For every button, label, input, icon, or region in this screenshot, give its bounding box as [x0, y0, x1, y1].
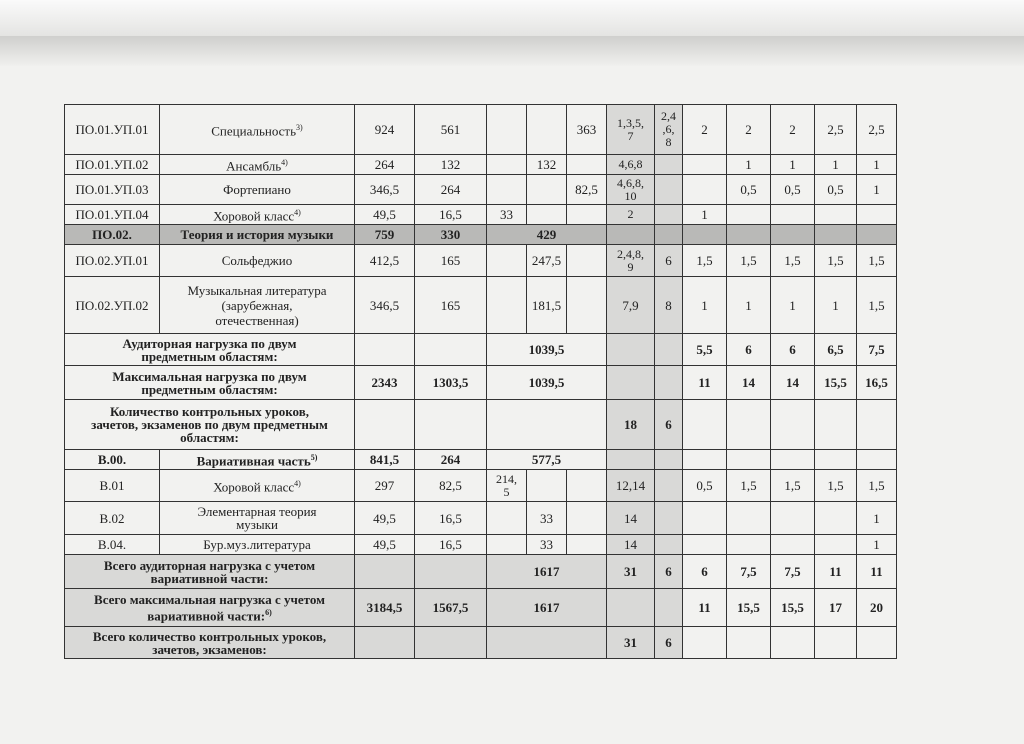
cell [567, 535, 607, 555]
summary-row [65, 400, 897, 450]
cell [771, 450, 815, 470]
cell [487, 155, 527, 175]
cell: 16,5 [415, 205, 487, 225]
cell [727, 535, 771, 555]
cell: 3184,5 [355, 589, 415, 627]
cell [815, 450, 857, 470]
cell [355, 400, 415, 450]
cell [607, 450, 655, 470]
cell: 2 [727, 105, 771, 155]
cell [815, 535, 857, 555]
cell: 2,4,8, 9 [607, 245, 655, 277]
cell [683, 502, 727, 535]
table-row [65, 277, 897, 334]
cell [857, 205, 897, 225]
cell: 1 [857, 502, 897, 535]
cell [655, 155, 683, 175]
cell [727, 225, 771, 245]
cell: 1 [815, 155, 857, 175]
cell [815, 400, 857, 450]
cell: 561 [415, 105, 487, 155]
cell: 1,5 [771, 470, 815, 502]
cell: 577,5 [487, 450, 607, 470]
cell: 16,5 [415, 535, 487, 555]
row-name: Хоровой класс$^{4)}$ [160, 470, 355, 502]
cell: 297 [355, 470, 415, 502]
cell [487, 400, 607, 450]
cell [815, 205, 857, 225]
row-code: В.00. [65, 450, 160, 470]
cell: 49,5 [355, 205, 415, 225]
row-code: ПО.01.УП.01 [65, 105, 160, 155]
cell: 16,5 [857, 366, 897, 400]
cell [487, 535, 527, 555]
cell: 412,5 [355, 245, 415, 277]
cell [655, 366, 683, 400]
cell: 82,5 [415, 470, 487, 502]
cell: 1,5 [727, 470, 771, 502]
cell: 1,5 [683, 245, 727, 277]
cell: 214, 5 [487, 470, 527, 502]
cell [487, 277, 527, 334]
cell: 6 [655, 627, 683, 659]
cell [683, 175, 727, 205]
cell: 1 [727, 155, 771, 175]
summary-row [65, 366, 897, 400]
cell [567, 277, 607, 334]
cell [607, 225, 655, 245]
table-row [65, 155, 897, 175]
cell [683, 400, 727, 450]
cell [727, 205, 771, 225]
row-name: Хоровой класс$^{4)}$ [160, 205, 355, 225]
cell: 8 [655, 277, 683, 334]
row-name: Сольфеджио [160, 245, 355, 277]
row-code: ПО.02.УП.02 [65, 277, 160, 334]
summary-label: Всего аудиторная нагрузка с учетом вариативной части: [65, 555, 355, 589]
cell: 1,5 [857, 470, 897, 502]
cell [487, 245, 527, 277]
cell [727, 502, 771, 535]
cell: 2343 [355, 366, 415, 400]
table-row [65, 205, 897, 225]
cell: 1,5 [771, 245, 815, 277]
cell [683, 535, 727, 555]
cell [607, 334, 655, 366]
cell: 4,6,8 [607, 155, 655, 175]
summary-row [65, 627, 897, 659]
cell: 31 [607, 627, 655, 659]
scan-shadow [0, 36, 1024, 66]
cell [771, 502, 815, 535]
cell: 6 [655, 245, 683, 277]
section-row [65, 450, 897, 470]
cell: 6,5 [815, 334, 857, 366]
summary-row [65, 555, 897, 589]
cell [727, 627, 771, 659]
cell: 5,5 [683, 334, 727, 366]
cell [415, 400, 487, 450]
cell [567, 205, 607, 225]
row-code: В.04. [65, 535, 160, 555]
cell: 15,5 [815, 366, 857, 400]
cell: 1617 [487, 555, 607, 589]
cell: 7,5 [727, 555, 771, 589]
cell: 33 [527, 502, 567, 535]
table-row [65, 502, 897, 535]
cell: 181,5 [527, 277, 567, 334]
cell [355, 627, 415, 659]
cell: 346,5 [355, 175, 415, 205]
cell [655, 502, 683, 535]
cell: 429 [487, 225, 607, 245]
cell: 82,5 [567, 175, 607, 205]
cell [655, 175, 683, 205]
cell: 0,5 [815, 175, 857, 205]
cell: 15,5 [771, 589, 815, 627]
cell [771, 400, 815, 450]
cell: 2,4 ,6, 8 [655, 105, 683, 155]
row-code: ПО.02.УП.01 [65, 245, 160, 277]
cell: 17 [815, 589, 857, 627]
cell [815, 225, 857, 245]
cell [487, 502, 527, 535]
curriculum-table [64, 104, 897, 659]
cell: 12,14 [607, 470, 655, 502]
row-name: Элементарная теория музыки [160, 502, 355, 535]
cell [415, 555, 487, 589]
table-row [65, 535, 897, 555]
summary-row [65, 334, 897, 366]
cell: 6 [771, 334, 815, 366]
cell: 6 [727, 334, 771, 366]
row-name: Теория и история музыки [160, 225, 355, 245]
cell [527, 205, 567, 225]
cell [415, 627, 487, 659]
cell: 1,5 [815, 470, 857, 502]
summary-label: Количество контрольных уроков, зачетов, экзаменов по двум предметным областям: [65, 400, 355, 450]
cell: 1 [857, 175, 897, 205]
cell: 363 [567, 105, 607, 155]
cell: 1617 [487, 589, 607, 627]
cell [527, 105, 567, 155]
cell [815, 627, 857, 659]
table-row [65, 105, 897, 155]
cell: 841,5 [355, 450, 415, 470]
cell: 165 [415, 277, 487, 334]
cell: 49,5 [355, 535, 415, 555]
row-name: Специальность$^{3)}$ [160, 105, 355, 155]
cell: 7,5 [771, 555, 815, 589]
cell [683, 450, 727, 470]
cell [655, 470, 683, 502]
cell [727, 450, 771, 470]
cell [567, 155, 607, 175]
cell: 4,6,8, 10 [607, 175, 655, 205]
cell: 1567,5 [415, 589, 487, 627]
cell [857, 627, 897, 659]
cell [683, 627, 727, 659]
cell: 33 [487, 205, 527, 225]
cell: 1,5 [815, 245, 857, 277]
cell: 759 [355, 225, 415, 245]
cell [655, 225, 683, 245]
cell: 247,5 [527, 245, 567, 277]
cell [527, 175, 567, 205]
cell: 7,9 [607, 277, 655, 334]
cell: 2 [771, 105, 815, 155]
cell [607, 366, 655, 400]
cell: 1 [857, 535, 897, 555]
cell: 16,5 [415, 502, 487, 535]
cell [567, 245, 607, 277]
cell [771, 627, 815, 659]
cell [727, 400, 771, 450]
cell: 0,5 [771, 175, 815, 205]
cell: 264 [415, 450, 487, 470]
cell [655, 450, 683, 470]
summary-label: Всего максимальная нагрузка с учетом вариативной части:$^{6)}$ [65, 589, 355, 627]
cell [487, 627, 607, 659]
cell [771, 205, 815, 225]
cell: 33 [527, 535, 567, 555]
row-name: Бур.муз.литература [160, 535, 355, 555]
cell [771, 225, 815, 245]
cell [857, 225, 897, 245]
summary-label: Максимальная нагрузка по двум предметным областям: [65, 366, 355, 400]
cell [607, 589, 655, 627]
row-code: ПО.02. [65, 225, 160, 245]
cell: 20 [857, 589, 897, 627]
summary-label: Всего количество контрольных уроков, зачетов, экзаменов: [65, 627, 355, 659]
cell: 14 [607, 502, 655, 535]
cell [487, 175, 527, 205]
table-row [65, 470, 897, 502]
cell: 6 [683, 555, 727, 589]
cell: 14 [727, 366, 771, 400]
cell: 2,5 [815, 105, 857, 155]
cell: 11 [815, 555, 857, 589]
cell [355, 334, 415, 366]
cell: 14 [771, 366, 815, 400]
cell: 165 [415, 245, 487, 277]
cell: 49,5 [355, 502, 415, 535]
cell [355, 555, 415, 589]
cell [415, 334, 487, 366]
cell [527, 470, 567, 502]
cell: 1 [771, 155, 815, 175]
cell: 924 [355, 105, 415, 155]
cell: 330 [415, 225, 487, 245]
row-name: Фортепиано [160, 175, 355, 205]
cell: 2,5 [857, 105, 897, 155]
cell: 11 [857, 555, 897, 589]
row-name: Музыкальная литература (зарубежная, отечественная) [160, 277, 355, 334]
cell: 6 [655, 400, 683, 450]
cell: 1 [815, 277, 857, 334]
cell: 0,5 [683, 470, 727, 502]
cell: 264 [415, 175, 487, 205]
cell: 7,5 [857, 334, 897, 366]
cell: 2 [683, 105, 727, 155]
cell [857, 400, 897, 450]
cell: 14 [607, 535, 655, 555]
cell: 132 [415, 155, 487, 175]
row-name: Ансамбль$^{4)}$ [160, 155, 355, 175]
summary-row [65, 589, 897, 627]
cell [655, 535, 683, 555]
cell: 1 [683, 205, 727, 225]
cell [567, 502, 607, 535]
cell: 1 [727, 277, 771, 334]
cell: 0,5 [727, 175, 771, 205]
cell: 18 [607, 400, 655, 450]
cell: 132 [527, 155, 567, 175]
row-code: ПО.01.УП.03 [65, 175, 160, 205]
cell: 15,5 [727, 589, 771, 627]
cell: 31 [607, 555, 655, 589]
cell [655, 205, 683, 225]
row-code: В.02 [65, 502, 160, 535]
cell: 1303,5 [415, 366, 487, 400]
cell [815, 502, 857, 535]
cell [655, 589, 683, 627]
summary-label: Аудиторная нагрузка по двум предметным областям: [65, 334, 355, 366]
table-row [65, 245, 897, 277]
cell [487, 105, 527, 155]
cell: 1,5 [857, 277, 897, 334]
cell: 264 [355, 155, 415, 175]
cell [771, 535, 815, 555]
cell [567, 470, 607, 502]
cell: 346,5 [355, 277, 415, 334]
cell: 2 [607, 205, 655, 225]
cell [683, 225, 727, 245]
cell [655, 334, 683, 366]
cell [683, 155, 727, 175]
cell: 11 [683, 589, 727, 627]
cell [857, 450, 897, 470]
row-name: Вариативная часть$^{5)}$ [160, 450, 355, 470]
row-code: ПО.01.УП.04 [65, 205, 160, 225]
scan-top-band [0, 0, 1024, 36]
cell: 1 [683, 277, 727, 334]
cell: 1039,5 [487, 334, 607, 366]
row-code: ПО.01.УП.02 [65, 155, 160, 175]
cell: 1,3,5, 7 [607, 105, 655, 155]
cell: 1,5 [727, 245, 771, 277]
row-code: В.01 [65, 470, 160, 502]
cell: 1 [857, 155, 897, 175]
cell: 1 [771, 277, 815, 334]
cell: 6 [655, 555, 683, 589]
cell: 1,5 [857, 245, 897, 277]
cell: 1039,5 [487, 366, 607, 400]
section-row [65, 225, 897, 245]
cell: 11 [683, 366, 727, 400]
table-row [65, 175, 897, 205]
